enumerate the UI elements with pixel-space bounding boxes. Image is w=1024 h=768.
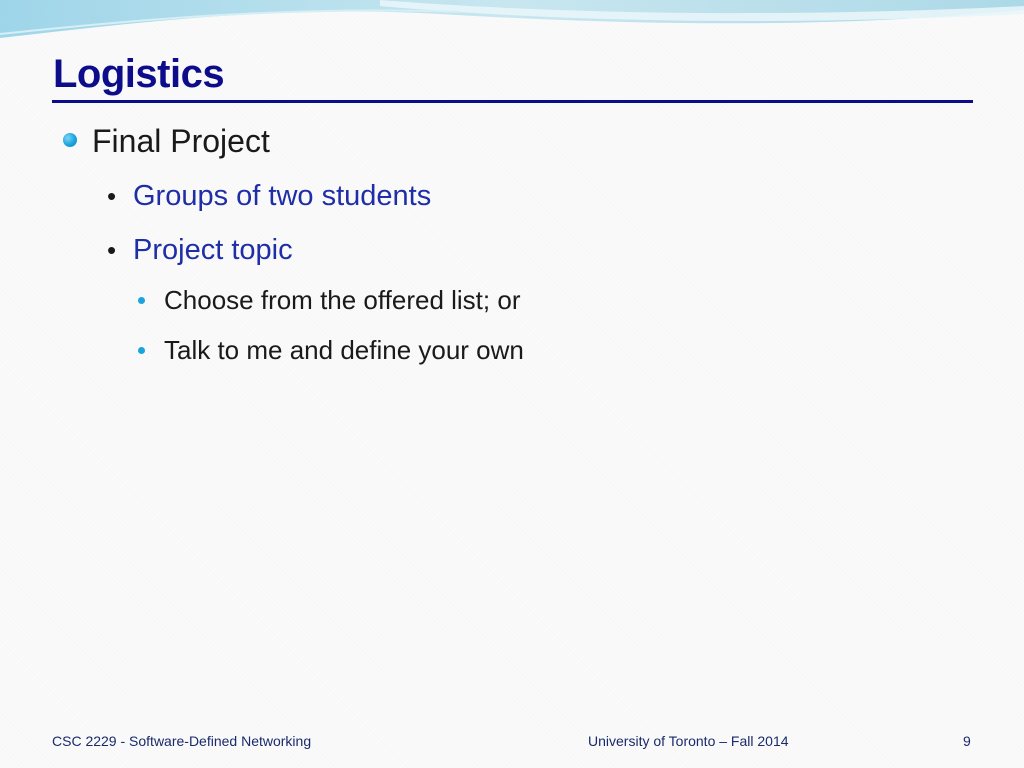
- bullet-text: Project topic: [133, 233, 293, 266]
- title-underline: [52, 100, 973, 103]
- small-bullet-icon: •: [107, 181, 117, 211]
- bullet-groups: [107, 174, 431, 218]
- footer-institution: University of Toronto – Fall 2014: [588, 733, 789, 749]
- bullet-text: Talk to me and define your own: [164, 334, 524, 365]
- bullet-define-own: [138, 330, 524, 370]
- round-bullet-icon: [63, 133, 77, 147]
- slide-title: Logistics: [53, 52, 225, 96]
- dot-bullet-icon: [138, 347, 145, 354]
- bullet-text: Choose from the offered list; or: [164, 284, 521, 315]
- bullet-final-project: [63, 119, 270, 163]
- small-bullet-icon: •: [107, 235, 117, 265]
- bullet-project-topic: [107, 228, 293, 272]
- footer-page-number: 9: [963, 733, 971, 749]
- bullet-choose-list: [138, 280, 520, 320]
- bullet-text: Groups of two students: [133, 179, 432, 212]
- dot-bullet-icon: [138, 297, 145, 304]
- top-wave-decoration: [0, 0, 1024, 45]
- footer-course: CSC 2229 - Software-Defined Networking: [52, 733, 312, 749]
- bullet-text: Final Project: [92, 122, 270, 159]
